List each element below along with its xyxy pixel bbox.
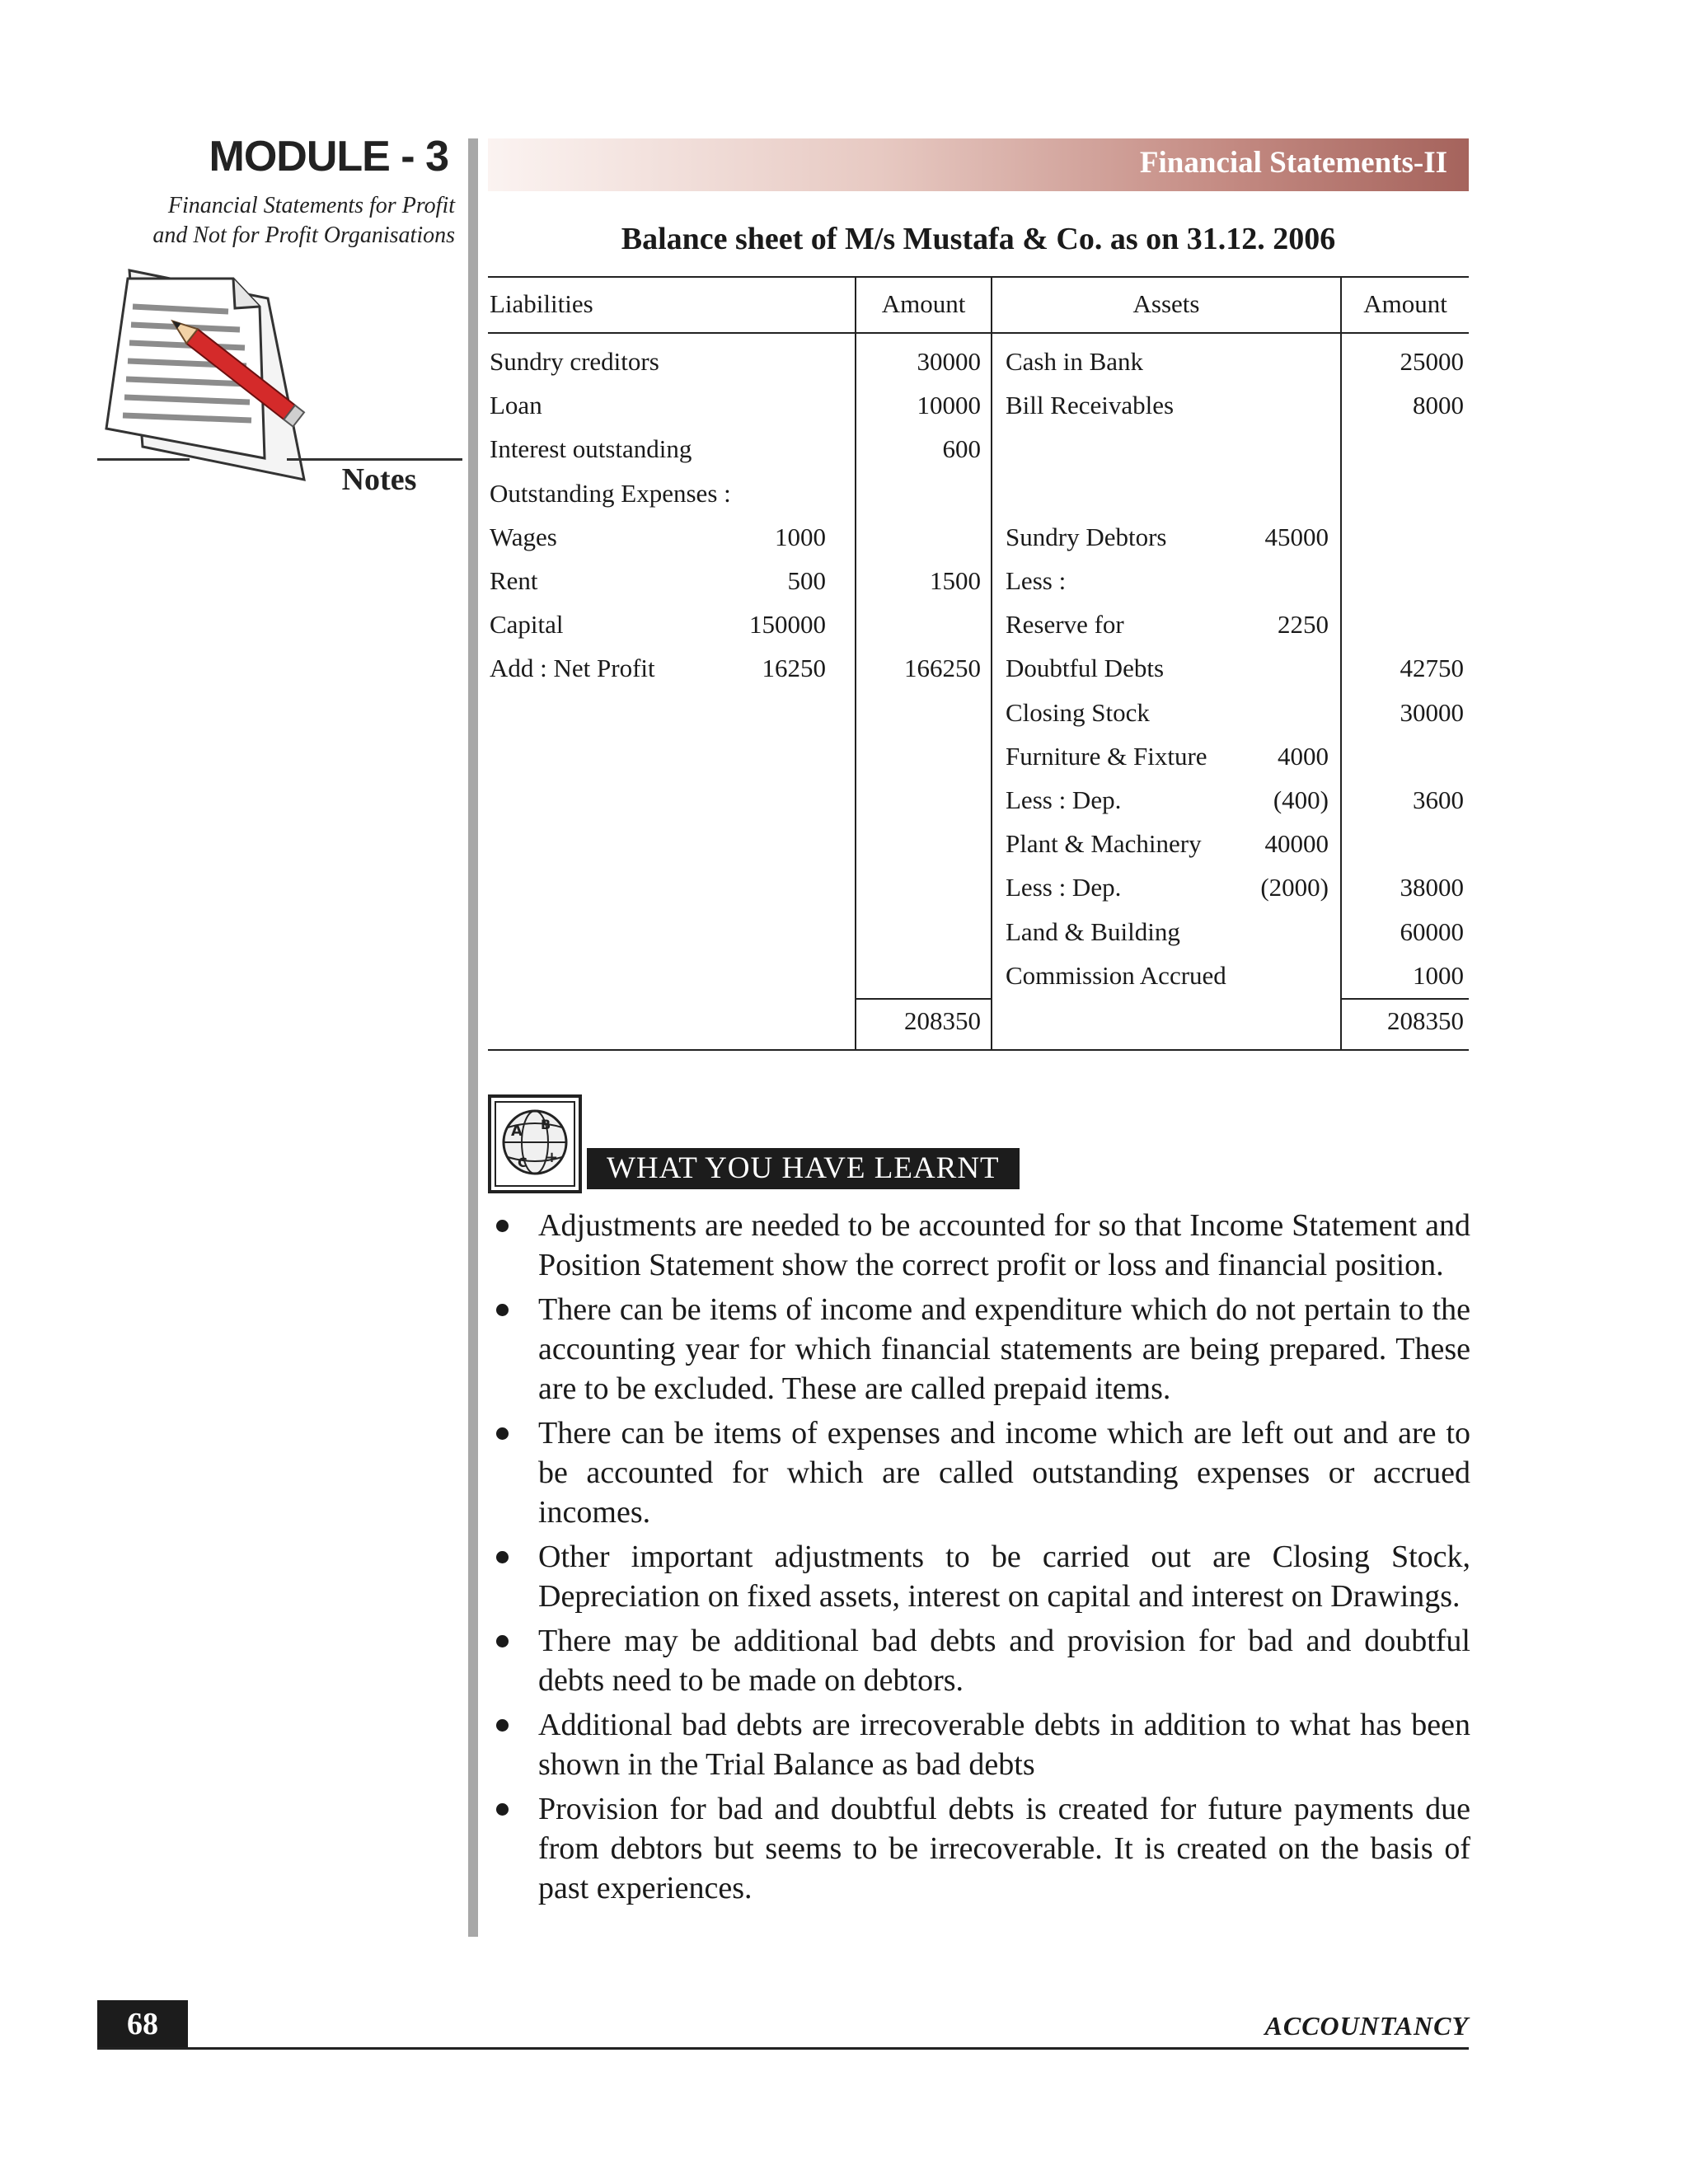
liability-label: Add : Net Profit: [490, 654, 655, 683]
liability-subamount: 1000: [775, 522, 826, 551]
asset-subamount: 2250: [1278, 610, 1329, 640]
asset-subamount: 40000: [1264, 829, 1329, 859]
asset-amount: 60000: [1400, 916, 1464, 946]
bullet-icon: [496, 1220, 509, 1232]
asset-label: Bill Receivables: [1006, 391, 1175, 420]
asset-amount: 30000: [1400, 697, 1464, 727]
learnt-bullet-item: [490, 1705, 1470, 1784]
liability-amount: 1500: [930, 566, 981, 595]
module-subtitle: [99, 191, 455, 251]
liability-amount: 30000: [917, 347, 981, 376]
learnt-bullet-item: [490, 1206, 1470, 1285]
asset-amount: 8000: [1413, 391, 1464, 420]
asset-label: Reserve for: [1006, 610, 1124, 640]
liability-label: Sundry creditors: [490, 347, 659, 376]
total-assets: 208350: [1387, 1006, 1464, 1035]
liability-subamount: 16250: [762, 654, 826, 683]
balance-sheet-title: Balance sheet of M/s Mustafa & Co. as on 31.12. 2006: [621, 222, 1336, 256]
asset-amount: 3600: [1413, 785, 1464, 814]
footer-subject: ACCOUNTANCY: [1264, 2011, 1469, 2041]
asset-amount: 1000: [1413, 960, 1464, 990]
bullet-icon: [496, 1635, 509, 1647]
module-title: MODULE - 3: [209, 133, 448, 180]
bullet-icon: [496, 1719, 509, 1732]
page-number: 68: [97, 2000, 188, 2048]
asset-label: Closing Stock: [1006, 697, 1150, 727]
learnt-bullet-text: Additional bad debts are irrecoverable debts in addition to what has been shown in the Trial Balance as bad debts: [538, 1708, 1470, 1782]
header-amount-liabilities: Amount: [881, 289, 966, 318]
module-subtitle-line2: and Not for Profit Organisations: [152, 223, 455, 248]
header-assets: Assets: [1132, 289, 1200, 318]
asset-amount: 38000: [1400, 873, 1464, 902]
notes-rule-left: [97, 458, 190, 461]
asset-label: Plant & Machinery: [1006, 829, 1202, 859]
bullet-icon: [496, 1551, 509, 1563]
learnt-bullet-text: Provision for bad and doubtful debts is created for future payments due from debtors but seems to be irrecoverable. It is created on the basis of past experiences.: [538, 1792, 1470, 1905]
chapter-banner: [488, 138, 1469, 191]
total-liabilities: 208350: [904, 1006, 981, 1035]
asset-label: Less :: [1006, 566, 1067, 595]
module-subtitle-line1: Financial Statements for Profit: [167, 193, 455, 218]
liability-amount: 166250: [904, 654, 981, 683]
liability-label: Interest outstanding: [490, 434, 692, 464]
learnt-bullet-text: There may be additional bad debts and provision for bad and doubtful debts need to be made on debtors.: [538, 1624, 1470, 1698]
svg-text:B: B: [541, 1117, 551, 1132]
liability-amount: 600: [942, 434, 981, 464]
learnt-bullet-text: There can be items of expenses and income which are left out and are to be accounted for which are called outstanding expenses or accrued incomes.: [538, 1416, 1470, 1530]
footer-rule: [97, 2047, 1469, 2050]
asset-amount: 42750: [1400, 654, 1464, 683]
liability-amount: 10000: [917, 391, 981, 420]
learnt-bullet-text: There can be items of income and expenditure which do not pertain to the accounting year for which financial statements are being prepared. These are to be excluded. These are called prepaid items.: [538, 1292, 1470, 1406]
learnt-bullet-item: [490, 1789, 1470, 1908]
asset-label: Doubtful Debts: [1006, 654, 1165, 683]
learnt-bullet-list: [490, 1206, 1470, 1913]
header-rule: [488, 332, 1469, 334]
balance-sheet-table: [488, 276, 1469, 1051]
asset-label: Cash in Bank: [1006, 347, 1144, 376]
liability-label: Loan: [490, 391, 542, 420]
asset-subamount: 45000: [1264, 522, 1329, 551]
chapter-banner-text: Financial Statements-II: [1139, 146, 1447, 180]
asset-amount: 25000: [1400, 347, 1464, 376]
learnt-bullet-item: [490, 1621, 1470, 1700]
asset-label: Land & Building: [1006, 916, 1180, 946]
margin-divider: [468, 138, 478, 1937]
asset-label: Furniture & Fixture: [1006, 741, 1207, 771]
liability-label: Wages: [490, 522, 557, 551]
asset-label: Commission Accrued: [1006, 960, 1226, 990]
asset-subamount: (400): [1273, 785, 1329, 814]
learnt-bullet-text: Other important adjustments to be carried out are Closing Stock, Depreciation on fixed assets, interest on capital and interest on Drawings.: [538, 1540, 1470, 1614]
learnt-heading: WHAT YOU HAVE LEARNT: [587, 1148, 1020, 1189]
liability-label: Capital: [490, 610, 564, 640]
notes-label: Notes: [341, 462, 417, 497]
learnt-globe-icon: [488, 1094, 582, 1193]
total-rule-liabilities: [856, 998, 992, 1000]
column-rule: [991, 278, 992, 1049]
bullet-icon: [496, 1304, 509, 1316]
header-liabilities: Liabilities: [490, 289, 593, 318]
notes-rule-right: [287, 458, 462, 461]
learnt-bullet-item: [490, 1290, 1470, 1408]
bullet-icon: [496, 1427, 509, 1440]
asset-subamount: (2000): [1260, 873, 1329, 902]
asset-label: Less : Dep.: [1006, 873, 1122, 902]
svg-text:A: A: [511, 1122, 523, 1140]
liability-subamount: 150000: [749, 610, 826, 640]
liability-subamount: 500: [787, 566, 826, 595]
learnt-bullet-text: Adjustments are needed to be accounted for so that Income Statement and Position Statement show the correct profit or loss and financial position.: [538, 1208, 1470, 1282]
header-amount-assets: Amount: [1363, 289, 1447, 318]
liability-label: Rent: [490, 566, 538, 595]
asset-label: Sundry Debtors: [1006, 522, 1167, 551]
svg-text:C: C: [518, 1155, 528, 1170]
learnt-bullet-item: [490, 1537, 1470, 1616]
learnt-bullet-item: [490, 1413, 1470, 1532]
svg-text:+: +: [546, 1149, 559, 1166]
liability-label: Outstanding Expenses :: [490, 478, 731, 508]
asset-subamount: 4000: [1278, 741, 1329, 771]
total-rule-assets: [1341, 998, 1469, 1000]
asset-label: Less : Dep.: [1006, 785, 1122, 814]
bullet-icon: [496, 1803, 509, 1816]
